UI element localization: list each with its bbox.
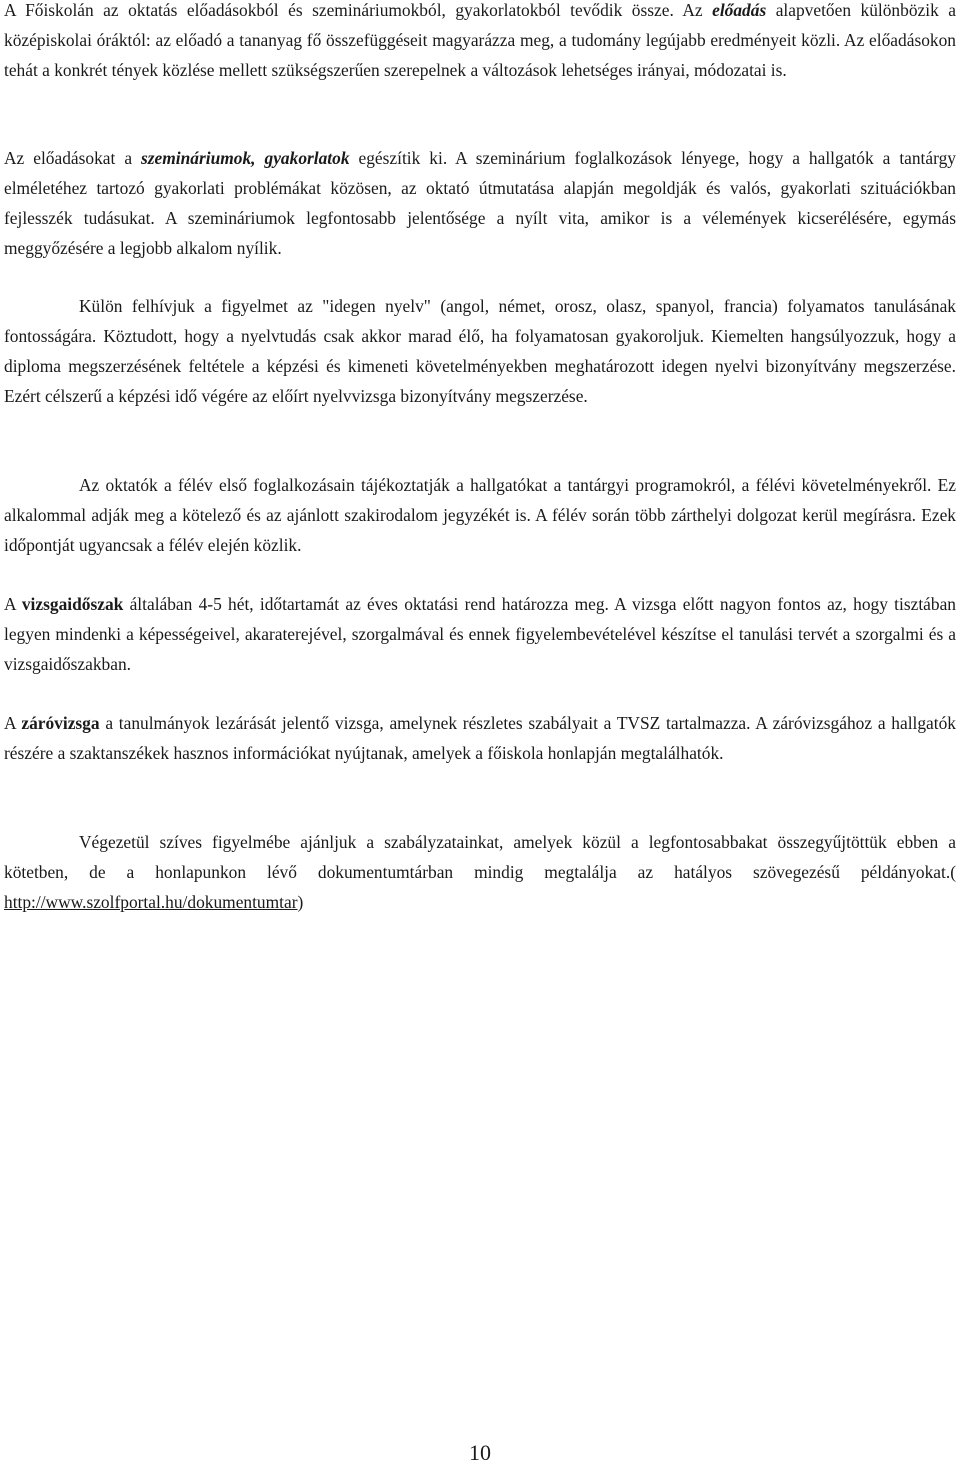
text-span: A	[4, 594, 22, 614]
text-span: egészítik ki. A szeminárium foglalkozások lényege, hogy a hallgatók a tantárgy elméletéhez tartozó gyakorlati problémákat közösen, az oktató útmutatása alapján megoldják és valós, gyakorlati szituációkban fejlesszék tudásukat. A szemináriumok legfontosabb jelentősége a nyílt vita, amikor is a vélemények kicserélésére, egymás meggyőzésére a legjobb alkalom nyílik.	[4, 148, 956, 258]
text-span: Külön felhívjuk a figyelmet az "idegen nyelv" (angol, német, orosz, olasz, spanyol, francia) folyamatos tanulásának fontosságára. Köztudott, hogy a nyelvtudás csak akkor marad élő, ha folyamatosan gyakoroljuk. Kiemelten hangsúlyozzuk, hogy a diploma megszerzésének feltétele a képzési és kimeneti követelményekben meghatározott idegen nyelvi bizonyítvány megszerzése. Ezért célszerű a képzési idő végére az előírt nyelvvizsga bizonyítvány megszerzése.	[4, 296, 956, 406]
text-span: Az oktatók a félév első foglalkozásain tájékoztatják a hallgatókat a tantárgyi programokról, a félévi követelményekről. Ez alkalommal adják meg a kötelező és az ajánlott szakirodalom jegyzékét is. A félév során több zárthelyi dolgozat kerül megírásra. Ezek időpontját ugyancsak a félév elején közlik.	[4, 475, 956, 555]
emphasis-eloadas: előadás	[712, 0, 767, 20]
bold-vizsgaidoszak: vizsgaidőszak	[21, 594, 124, 614]
emphasis-szemineriumok: szemináriumok, gyakorlatok	[141, 148, 350, 168]
paragraph-seminars	[4, 143, 956, 263]
text-span: A	[4, 713, 22, 733]
bold-zarovizsga: záróvizsga	[21, 713, 100, 733]
documents-link[interactable]: http://www.szolfportal.hu/dokumentumtar	[4, 892, 298, 912]
paragraph-final-exam	[4, 708, 956, 768]
text-span: a tanulmányok lezárását jelentő vizsga, amelynek részletes szabályait a TVSZ tartalmazza. A záróvizsgához a hallgatók részére a szaktanszékek hasznos információkat nyújtanak, amelyek a főiskola honlapján megtalálhatók.	[4, 713, 956, 763]
text-span: alapvetően különbözik a középiskolai óráktól: az előadó a tananyag fő összefüggéseit magyarázza meg, a tudomány legújabb eredményeit közli. Az előadásokon tehát a konkrét tények közlése mellett szükségszerűen szerepelnek a változások lehetséges irányai, módozatai is.	[4, 0, 956, 80]
paragraph-regulations	[4, 827, 956, 917]
text-span: )	[297, 892, 304, 912]
text-span: A Főiskolán az oktatás előadásokból és szemináriumokból, gyakorlatokból tevődik össze. Az	[4, 0, 713, 20]
paragraph-foreign-language	[4, 291, 956, 411]
paragraph-lectures	[4, 0, 956, 85]
text-span: Az előadásokat a	[4, 148, 142, 168]
text-span: általában 4-5 hét, időtartamát az éves oktatási rend határozza meg. A vizsga előtt nagyon fontos az, hogy tisztában legyen mindenki a képességeivel, akaraterejével, szorgalmával és ennek figyelembevételével készítse el tanulási tervét a szorgalmi és a vizsgaidőszakban.	[4, 594, 956, 674]
paragraph-semester-info	[4, 470, 956, 560]
paragraph-exam-period	[4, 589, 956, 679]
text-span: Végezetül szíves figyelmébe ajánljuk a szabályzatainkat, amelyek közül a legfontosabbakat összegyűjtöttük ebben a kötetben, de a honlapunkon lévő dokumentumtárban mindig megtalálja az hatályos szövegezésű példányokat.(	[4, 832, 956, 882]
page-number: 10	[469, 1440, 491, 1465]
